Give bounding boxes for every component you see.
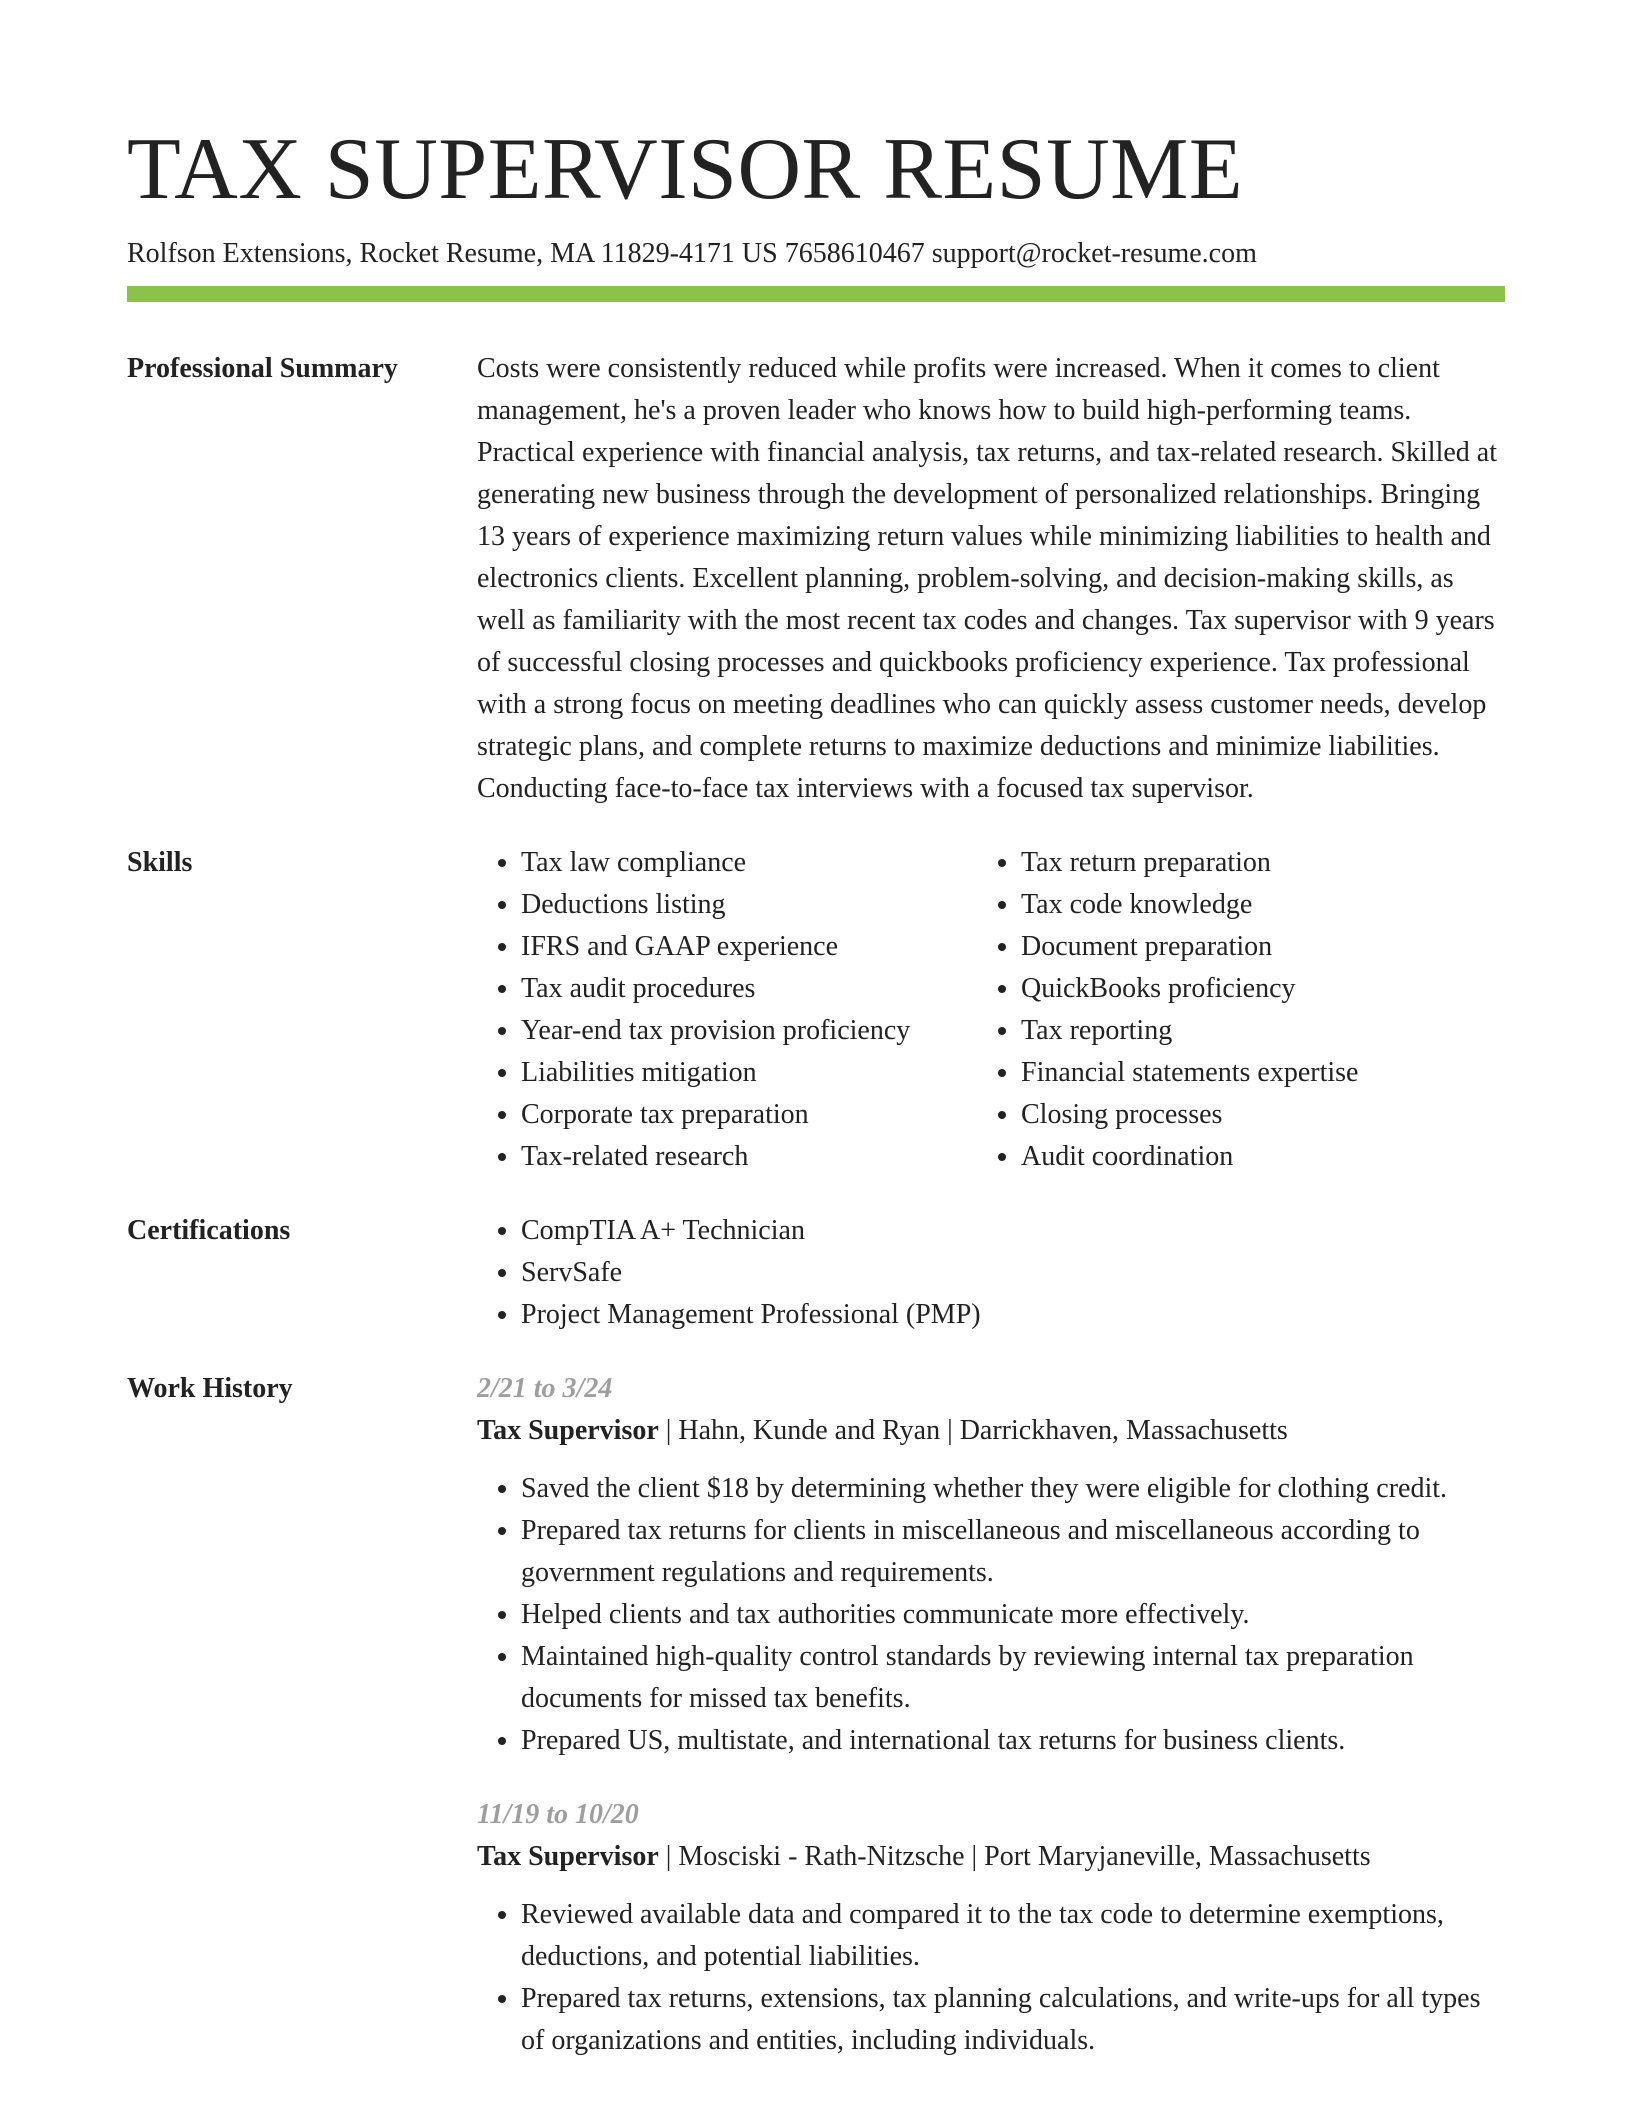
job-bullet: • Helped clients and tax authorities communicate more effectively.: [521, 1594, 1505, 1636]
job-bullet: • Saved the client $18 by determining whether they were eligible for clothing credit.: [521, 1468, 1505, 1510]
skill-item: • Corporate tax preparation: [521, 1094, 977, 1136]
skill-item: • Tax-related research: [521, 1136, 977, 1178]
skills-column-right: [977, 842, 1477, 1178]
job-entry: [477, 1794, 1505, 2062]
skills-column-left: [477, 842, 977, 1178]
job-bullet: • Prepared tax returns, extensions, tax planning calculations, and write-ups for all types of organizations and entities, including individuals.: [521, 1978, 1505, 2062]
professional-summary-section: [127, 348, 1505, 810]
accent-divider: [127, 286, 1505, 302]
section-label-work-history: Work History: [127, 1373, 293, 1404]
job-entry: [477, 1368, 1505, 1762]
skill-item: • Deductions listing: [521, 884, 977, 926]
certification-item: • CompTIA A+ Technician: [521, 1210, 1505, 1252]
job-title: Tax Supervisor: [477, 1415, 659, 1446]
skill-item: • QuickBooks proficiency: [1021, 968, 1477, 1010]
skill-item: • Tax reporting: [1021, 1010, 1477, 1052]
section-label-certifications: Certifications: [127, 1215, 291, 1246]
skill-item: • Document preparation: [1021, 926, 1477, 968]
skill-item: • Tax return preparation: [1021, 842, 1477, 884]
skill-item: • Liabilities mitigation: [521, 1052, 977, 1094]
job-dates: 11/19 to 10/20: [477, 1799, 639, 1830]
job-employer-location: | Mosciski - Rath-Nitzsche | Port Maryjaneville, Massachusetts: [658, 1841, 1371, 1872]
job-employer-location: | Hahn, Kunde and Ryan | Darrickhaven, Massachusetts: [658, 1415, 1288, 1446]
job-title: Tax Supervisor: [477, 1841, 659, 1872]
certifications-section: [127, 1210, 1505, 1336]
skill-item: • IFRS and GAAP experience: [521, 926, 977, 968]
certification-item: • Project Management Professional (PMP): [521, 1294, 1505, 1336]
summary-text: Costs were consistently reduced while profits were increased. When it comes to client management, he's a proven leader who knows how to build high-performing teams. Practical experience with financial analysis, tax returns, and tax-related research. Skilled at generating new business through the development of personalized relationships. Bringing 13 years of experience maximizing return values while minimizing liabilities to health and electronics clients. Excellent planning, problem-solving, and decision-making skills, as well as familiarity with the most recent tax codes and changes. Tax supervisor with 9 years of successful closing processes and quickbooks proficiency experience. Tax professional with a strong focus on meeting deadlines who can quickly assess customer needs, develop strategic plans, and complete returns to maximize deductions and minimize liabilities. Conducting face-to-face tax interviews with a focused tax supervisor.: [477, 353, 1498, 804]
skill-item: • Year-end tax provision proficiency: [521, 1010, 977, 1052]
work-history-section: [127, 1368, 1505, 2062]
resume-title: TAX SUPERVISOR RESUME: [127, 121, 1244, 218]
section-label-summary: Professional Summary: [127, 353, 398, 384]
section-label-skills: Skills: [127, 847, 193, 878]
job-bullet: • Prepared US, multistate, and international tax returns for business clients.: [521, 1720, 1505, 1762]
certification-item: • ServSafe: [521, 1252, 1505, 1294]
skill-item: • Financial statements expertise: [1021, 1052, 1477, 1094]
skill-item: • Audit coordination: [1021, 1136, 1477, 1178]
job-bullet: • Prepared tax returns for clients in miscellaneous and miscellaneous according to government regulations and requirements.: [521, 1510, 1505, 1594]
skill-item: • Closing processes: [1021, 1094, 1477, 1136]
skill-item: • Tax law compliance: [521, 842, 977, 884]
skills-section: [127, 842, 1505, 1178]
contact-line: Rolfson Extensions, Rocket Resume, MA 11829-4171 US 7658610467 support@rocket-resume.com: [127, 238, 1257, 269]
job-dates: 2/21 to 3/24: [477, 1373, 613, 1404]
job-bullet: • Maintained high-quality control standards by reviewing internal tax preparation documents for missed tax benefits.: [521, 1636, 1505, 1720]
skill-item: • Tax audit procedures: [521, 968, 977, 1010]
job-bullet: • Reviewed available data and compared it to the tax code to determine exemptions, deductions, and potential liabilities.: [521, 1894, 1505, 1978]
skill-item: • Tax code knowledge: [1021, 884, 1477, 926]
